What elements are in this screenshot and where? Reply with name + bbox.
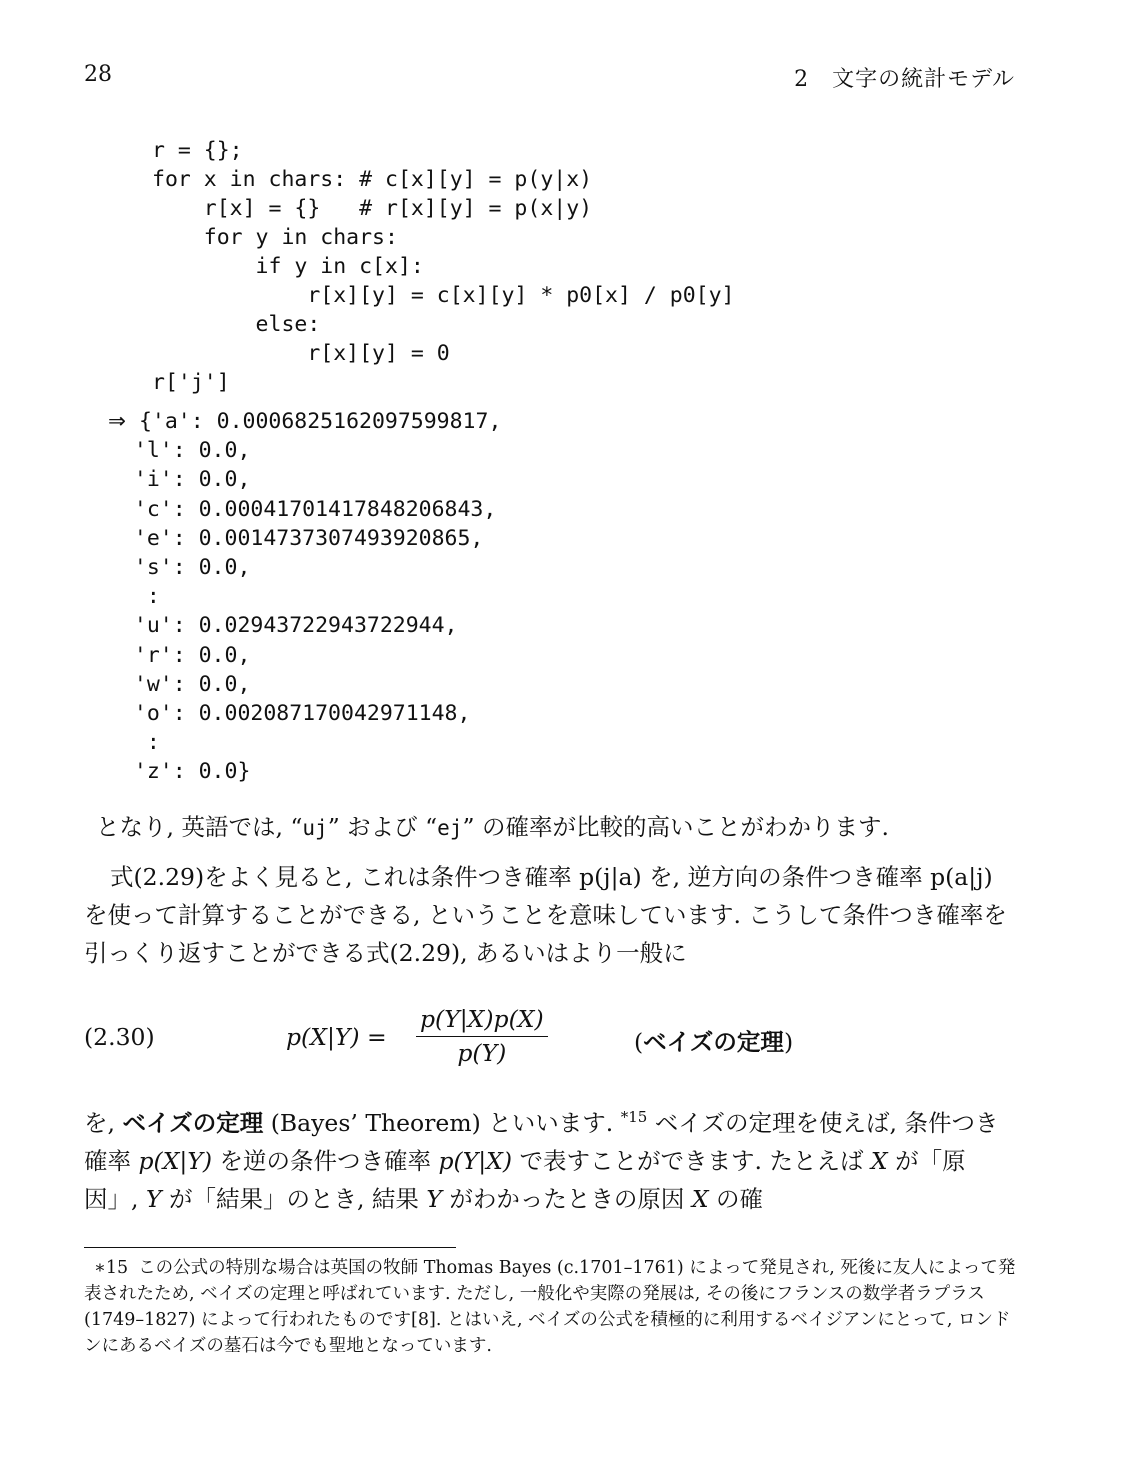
text-span: がわかったときの原因 bbox=[441, 1184, 692, 1213]
paren-open: ( bbox=[634, 1028, 644, 1056]
running-head: 2 文字の統計モデル bbox=[794, 67, 1015, 92]
equation-fraction bbox=[416, 1005, 548, 1067]
equation-number: (2.30) bbox=[84, 1023, 155, 1051]
equation-bayes bbox=[84, 1005, 1019, 1071]
paragraph-bayes-theorem bbox=[84, 1098, 1019, 1218]
output-dict: {'a': 0.0006825162097599817, 'l': 0.0, 'i': 0.0, 'c': 0.00041701417848206843, 'e': 0.0014737307493920865, 's': 0.0, : 'u': 0.02943722943722944, 'r': 0.0, 'w': 0.0, 'o': 0.002087170042971148, : 'z': 0.0} bbox=[133, 409, 502, 785]
equation-lhs: p(X|Y) = bbox=[286, 1023, 387, 1051]
math-p-y-given-x: p(Y|X) bbox=[438, 1146, 513, 1175]
math-y: Y bbox=[145, 1184, 162, 1213]
page-number: 28 bbox=[84, 62, 112, 87]
inline-code-uj: uj bbox=[302, 816, 328, 840]
inline-code-ej: ej bbox=[437, 816, 463, 840]
footnote bbox=[84, 1255, 1019, 1359]
math-x: X bbox=[691, 1184, 709, 1213]
text-span: の確 bbox=[708, 1184, 764, 1213]
text-span: が「結果」のとき, 結果 bbox=[161, 1184, 427, 1213]
text-span: を, 逆方向の条件つき確率 bbox=[641, 863, 931, 891]
equation-numerator: p(Y|X)p(X) bbox=[416, 1005, 548, 1037]
footnote-mark: ∗15 bbox=[94, 1258, 129, 1278]
footnote-text: この公式の特別な場合は英国の牧師 Thomas Bayes (c.1701–1761) によって発見され, 死後に友人によって発表されたため, ベイズの定理と呼ばれています. ただし, 一般化や実際の発展は, その後にフランスの数学者ラプラス (1749–1827) によって行われたものです[8]. とはいえ, ベイズの公式を積極的に利用するベイジアンにとって, ロンドンにあるベイズの墓石は今でも聖地となっています. bbox=[84, 1258, 1016, 1356]
term-bayes-theorem: ベイズの定理 bbox=[122, 1108, 264, 1137]
paragraph-explanation bbox=[84, 858, 1019, 972]
math-p-j-given-a: p(j|a) bbox=[579, 863, 642, 891]
math-y: Y bbox=[426, 1184, 442, 1213]
equation-name bbox=[634, 1023, 793, 1057]
text-span: ベイズの定理を使えば, 条件つき確率 bbox=[84, 1108, 999, 1175]
text-span: (Bayes’ Theorem) といいます. bbox=[263, 1108, 621, 1137]
equation-name-text: ベイズの定理 bbox=[643, 1028, 784, 1056]
paren-close: ) bbox=[783, 1028, 794, 1056]
footnote-reference[interactable]: *15 bbox=[620, 1108, 648, 1126]
text-span: ” の確率が比較的高いことがわかります. bbox=[462, 813, 889, 841]
text-span: となり, 英語では, “ bbox=[96, 813, 303, 841]
paragraph-result bbox=[96, 808, 1031, 847]
output-arrow: ⇒ bbox=[108, 409, 127, 434]
math-p-a-given-j: p(a|j) bbox=[930, 863, 993, 891]
text-span: ” および “ bbox=[327, 813, 438, 841]
math-p-x-given-y: p(X|Y) bbox=[138, 1146, 213, 1175]
code-block: r = {}; for x in chars: # c[x][y] = p(y|x) r[x] = {} # r[x][y] = p(x|y) for y in chars: if y in c[x]: r[x][y] = c[x][y] * p0[x] / p0[y] else: r[x][y] = 0 r['j'] bbox=[152, 138, 735, 395]
text-span: を使って計算することができる, ということを意味しています. こうして条件つき確率を引っくり返すことができる式(2.29), あるいはより一般に bbox=[84, 901, 1007, 967]
math-x: X bbox=[870, 1146, 888, 1175]
output-block bbox=[108, 407, 501, 787]
text-span: を, bbox=[84, 1108, 123, 1137]
footnote-rule bbox=[84, 1247, 456, 1248]
equation-denominator: p(Y) bbox=[457, 1039, 507, 1067]
text-span: を逆の条件つき確率 bbox=[212, 1146, 439, 1175]
text-span: 式(2.29)をよく見ると, これは条件つき確率 bbox=[110, 863, 580, 891]
text-span: が「原因」, bbox=[84, 1146, 966, 1213]
text-span: で表すことができます. たとえば bbox=[512, 1146, 871, 1175]
